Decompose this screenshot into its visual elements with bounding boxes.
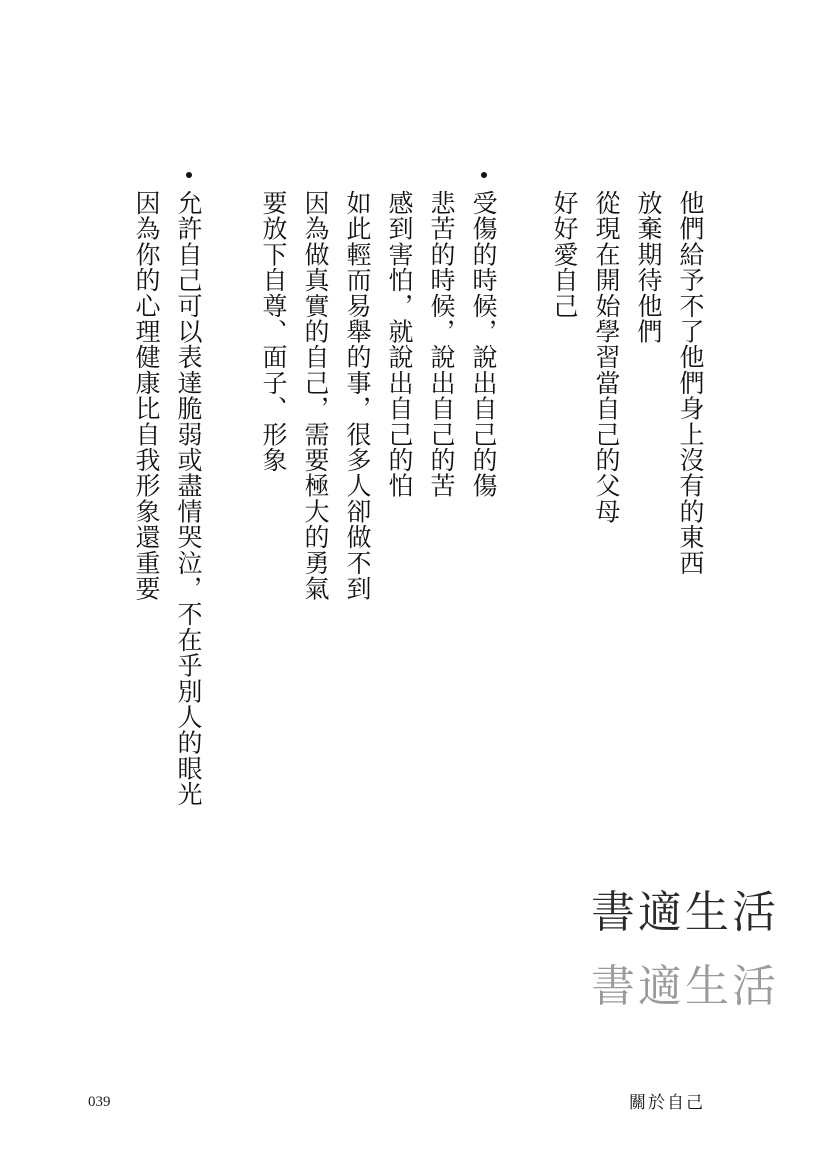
- text-line: 悲苦的時候，說出自己的苦: [427, 190, 456, 499]
- text-line: 要放下自尊、面子、形象: [259, 190, 288, 473]
- text-line: 他們給予不了他們身上沒有的東西: [676, 190, 705, 576]
- text-line: 從現在開始學習當自己的父母: [592, 190, 621, 525]
- running-header: 關於自己: [629, 1093, 705, 1113]
- brand-logo-text-shadow: 書適生活: [591, 961, 779, 1012]
- text-line: 因為你的心理健康比自我形象還重要: [132, 190, 161, 602]
- text-line: 感到害怕，就說出自己的怕: [385, 190, 414, 499]
- page-number: 039: [88, 1094, 111, 1110]
- text-line: 好好愛自己: [550, 190, 579, 319]
- text-line: 受傷的時候，說出自己的傷: [469, 190, 498, 499]
- brand-logo-text: 書適生活: [591, 887, 779, 938]
- text-line: 因為做真實的自己，需要極大的勇氣: [301, 190, 330, 602]
- bullet-icon: [186, 172, 192, 178]
- text-line: 允許自己可以表達脆弱或盡情哭泣，不在乎別人的眼光: [174, 190, 203, 807]
- bullet-icon: [481, 172, 487, 178]
- text-line: 放棄期待他們: [634, 190, 663, 345]
- text-line: 如此輕而易舉的事，很多人卻做不到: [343, 190, 372, 602]
